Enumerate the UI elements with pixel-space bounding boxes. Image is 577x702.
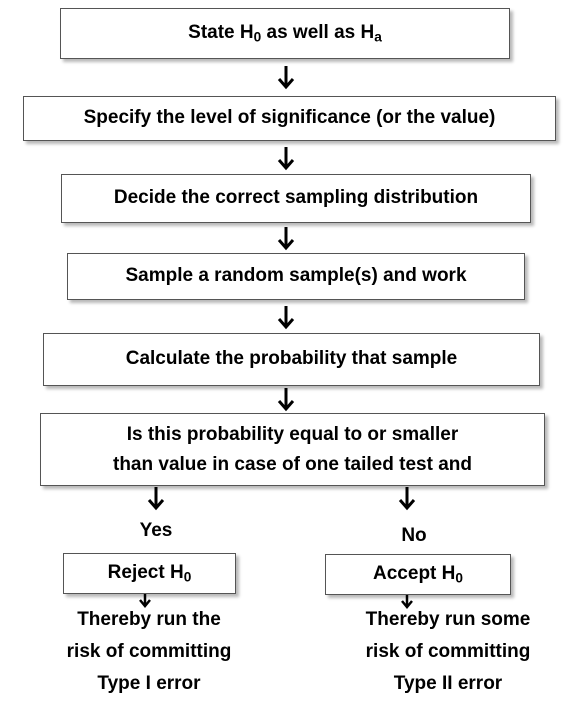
type-i-note-line-2: risk of committing (66, 641, 232, 662)
decision-line-1: Is this probability equal to or smaller (126, 424, 459, 446)
step-calculate-probability (43, 333, 540, 386)
step-random-sample-text: Sample a random sample(s) and work (125, 265, 467, 287)
down-arrow-icon (276, 306, 296, 330)
down-arrow-icon (276, 66, 296, 90)
yes-label: Yes (139, 520, 173, 541)
accept-h0-text: Accept $H_0$ (373, 563, 463, 586)
type-i-error-note (24, 604, 274, 700)
step-decide-distribution-text: Decide the correct sampling distribution (113, 187, 479, 209)
type-i-note-line-1: Thereby run the (77, 609, 221, 630)
step-state-hypotheses-text: State $H_0$ as well as $H_a$ (188, 22, 382, 45)
type-ii-note-line-1: Thereby run some (365, 609, 531, 630)
step-state-hypotheses (60, 8, 510, 59)
step-specify-significance-text: Specify the level of significance (or the value) (83, 107, 496, 129)
step-decision-probability (40, 413, 545, 486)
type-i-note-line-3: Type I error (97, 673, 201, 694)
reject-h0-box (63, 553, 236, 594)
reject-h0-text: Reject $H_0$ (107, 562, 192, 585)
accept-h0-box (325, 554, 511, 595)
step-calculate-probability-text: Calculate the probability that sample (125, 348, 458, 370)
down-arrow-icon (146, 487, 166, 511)
step-specify-significance (23, 96, 556, 141)
down-arrow-icon (276, 388, 296, 412)
type-ii-error-note (318, 604, 577, 700)
step-random-sample (67, 253, 525, 300)
down-arrow-icon (276, 147, 296, 171)
decision-line-2: than value in case of one tailed test and (113, 453, 472, 475)
step-decide-distribution (61, 174, 531, 223)
type-ii-note-line-3: Type II error (393, 673, 503, 694)
down-arrow-icon (397, 487, 417, 511)
no-label: No (401, 525, 427, 546)
type-ii-note-line-2: risk of committing (365, 641, 531, 662)
down-arrow-icon (276, 227, 296, 251)
